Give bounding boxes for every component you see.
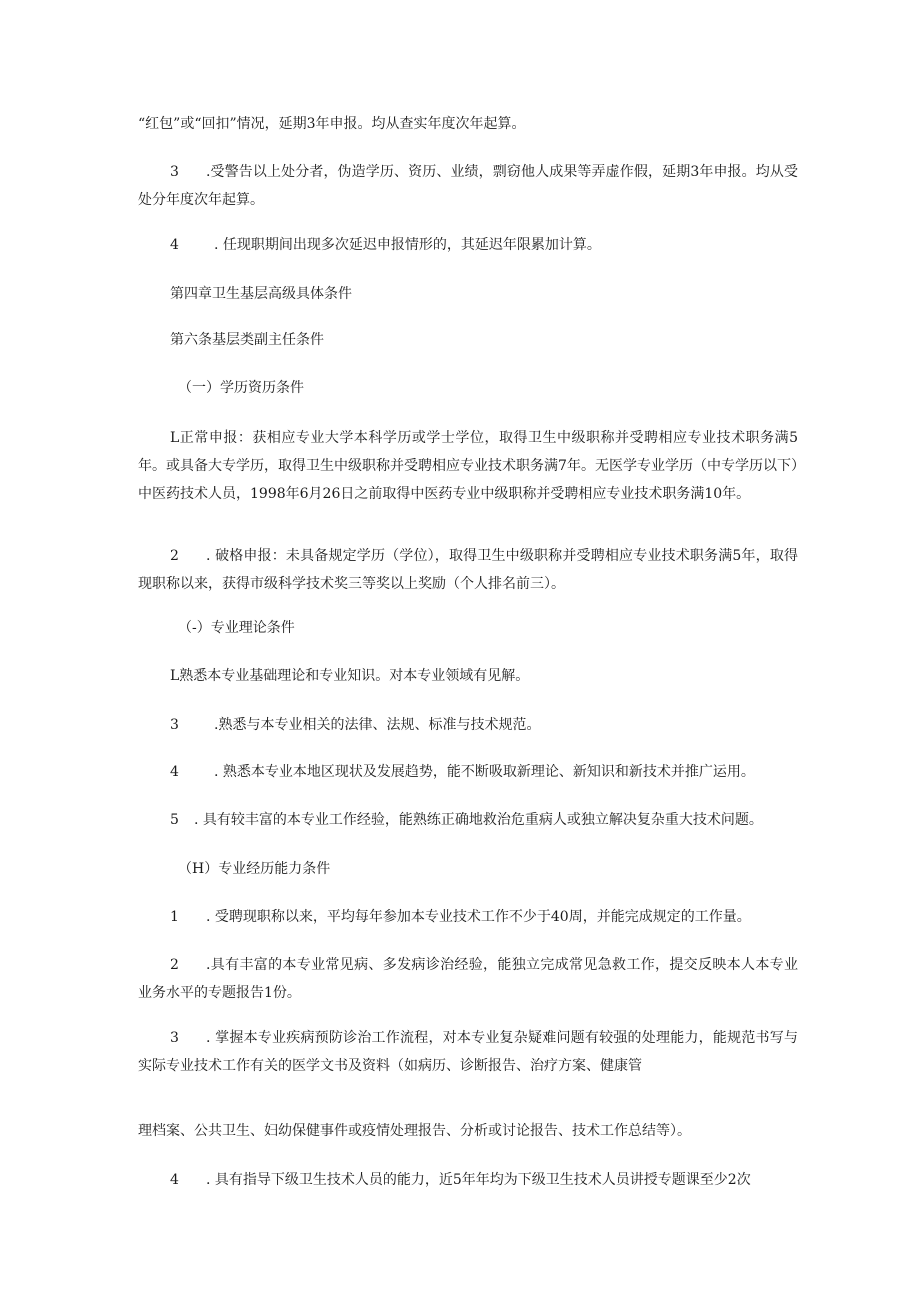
item-number: 4	[170, 237, 179, 253]
paragraph-18	[138, 1117, 798, 1145]
item-number: 2	[170, 548, 179, 564]
paragraph-8	[138, 542, 798, 598]
paragraph-10	[138, 662, 798, 690]
paragraph-text: .具有丰富的本专业常见病、多发病诊治经验，能独立完成常见急救工作，提交反映本人本专业业务水平的专题报告1份。	[138, 957, 798, 1001]
paragraph-text: （H）专业经历能力条件	[178, 861, 331, 877]
item-number: 2	[170, 957, 179, 973]
paragraph-text: “红包”或“回扣”情况，延期3年申报。均从查实年度次年起算。	[138, 116, 526, 132]
item-number: 1	[170, 909, 179, 925]
paragraph-text: . 任现职期间出现多次延迟申报情形的，其延迟年限累加计算。	[214, 237, 601, 253]
item-number: 3	[170, 717, 179, 733]
paragraph-text: . 具有较丰富的本专业工作经验，能熟练正确地救治危重病人或独立解决复杂重大技术问题。	[194, 812, 763, 828]
paragraph-text: 第四章卫生基层高级具体条件	[170, 286, 352, 302]
paragraph-text: .熟悉与本专业相关的法律、法规、标准与技术规范。	[214, 717, 541, 733]
section-heading-2	[138, 614, 798, 642]
paragraph-17	[138, 1024, 798, 1080]
item-number: 3	[170, 164, 179, 180]
paragraph-16	[138, 951, 798, 1007]
paragraph-13	[138, 806, 798, 834]
paragraph-15	[138, 903, 798, 931]
paragraph-text: 第六条基层类副主任条件	[170, 332, 324, 348]
item-number: 5	[170, 812, 179, 828]
paragraph-text: . 掌握本专业疾病预防诊治工作流程，对本专业复杂疑难问题有较强的处理能力，能规范书写与实际专业技术工作有关的医学文书及资料（如病历、诊断报告、治疗方案、健康管	[138, 1030, 798, 1074]
item-number: 3	[170, 1030, 179, 1046]
paragraph-text: . 熟悉本专业本地区现状及发展趋势，能不断吸取新理论、新知识和新技术并推广运用。	[214, 764, 755, 780]
paragraph-3	[138, 231, 798, 259]
paragraph-text: 理档案、公共卫生、妇幼保健事件或疫情处理报告、分析或讨论报告、技术工作总结等）。	[138, 1123, 691, 1139]
paragraph-text: .受警告以上处分者，伪造学历、资历、业绩，剽窃他人成果等弄虚作假，延期3年申报。均从受处分年度次年起算。	[138, 164, 798, 208]
paragraph-text: . 破格申报：未具备规定学历（学位），取得卫生中级职称并受聘相应专业技术职务满5年，取得现职称以来，获得市级科学技术奖三等奖以上奖励（个人排名前三）。	[138, 548, 798, 592]
item-number: 4	[170, 764, 179, 780]
paragraph-text: L正常申报：获相应专业大学本科学历或学士学位，取得卫生中级职称并受聘相应专业技术职务满5年。或具备大专学历，取得卫生中级职称并受聘相应专业技术职务满7年。无医学专业学历（中专学历以下）中医药技术人员，1998年6月26日之前取得中医药专业中级职称并受聘相应专业技术职务满10年。	[138, 430, 798, 502]
paragraph-text: （-）专业理论条件	[178, 620, 295, 636]
paragraph-12	[138, 758, 798, 786]
paragraph-2	[138, 158, 798, 214]
paragraph-11	[138, 711, 798, 739]
article-heading	[138, 326, 798, 354]
paragraph-1	[138, 110, 798, 138]
paragraph-19	[138, 1166, 798, 1194]
section-heading-1	[138, 374, 798, 402]
paragraph-text: L熟悉本专业基础理论和专业知识。对本专业领域有见解。	[170, 668, 530, 684]
paragraph-7	[138, 424, 798, 508]
item-number: 4	[170, 1172, 179, 1188]
section-heading-3	[138, 855, 798, 883]
paragraph-text: （一）学历资历条件	[178, 380, 304, 396]
chapter-heading	[138, 280, 798, 308]
paragraph-text: . 具有指导下级卫生技术人员的能力，近5年年均为下级卫生技术人员讲授专题课至少2次	[206, 1172, 751, 1188]
paragraph-text: . 受聘现职称以来，平均每年参加本专业技术工作不少于40周，并能完成规定的工作量。	[206, 909, 751, 925]
